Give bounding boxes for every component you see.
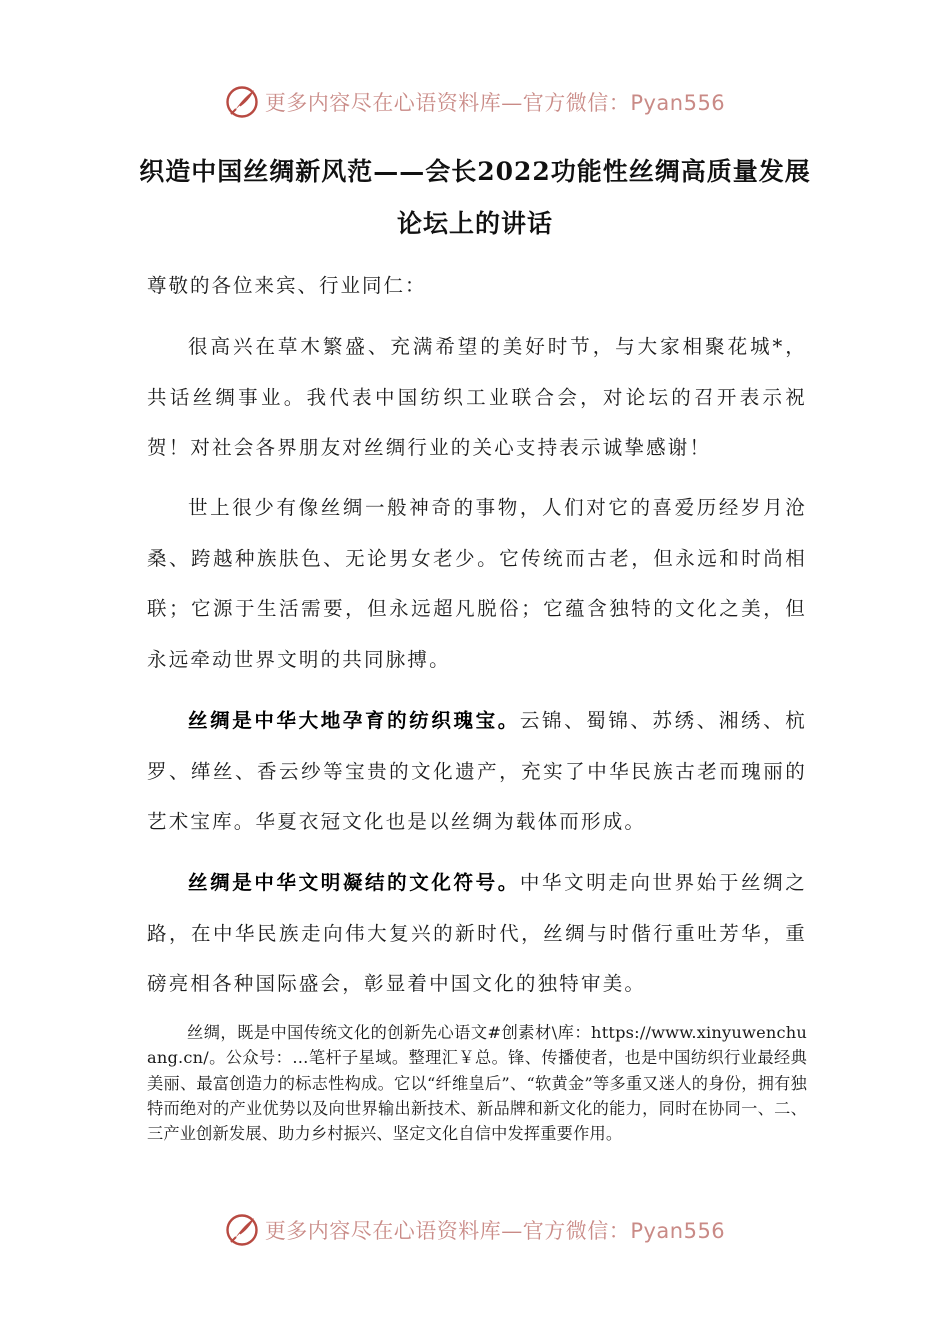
- paragraph-text: 云锦、蜀锦、苏绣、湘绣、杭罗、缂丝、香云纱等宝贵的文化遗产，充实了中华民族古老而瑰丽的艺术宝库。华夏衣冠文化也是以丝绸为载体而形成。: [147, 709, 807, 833]
- paragraph-lead-bold: 丝绸是中华大地孕育的纺织瑰宝。: [188, 709, 520, 732]
- page-title-line-1: 织造中国丝绸新风范——会长2022功能性丝绸高质量发展: [139, 157, 811, 186]
- footer-banner: [0, 1208, 950, 1252]
- banner-wechat-id: Pyan556: [630, 91, 726, 115]
- paragraph-text: 中华文明走向世界始于丝绸之路，在中华民族走向伟大复兴的新时代，丝绸与时偕行重吐芳华，重磅亮相各种国际盛会，彰显着中国文化的独特审美。: [147, 871, 807, 995]
- banner-promo-text: 更多内容尽在心语资料库—官方微信：: [264, 1219, 631, 1243]
- banner-text: [265, 1215, 725, 1245]
- paragraph-text: 世上很少有像丝绸一般神奇的事物，人们对它的喜爱历经岁月沧桑、跨越种族肤色、无论男女老少。它传统而古老，但永远和时尚相联；它源于生活需要，但永远超凡脱俗；它蕴含独特的文化之美，但永远牵动世界文明的共同脉搏。: [147, 496, 807, 671]
- body-paragraph: [147, 322, 807, 474]
- quill-pen-logo-icon: [225, 1213, 259, 1247]
- page-title-line-2: 论坛上的讲话: [396, 209, 553, 238]
- quill-pen-logo-icon: [225, 85, 259, 119]
- banner-content: [225, 85, 725, 119]
- body-paragraph: [147, 483, 807, 685]
- banner-content: [225, 1213, 725, 1247]
- paragraph-lead-bold: 丝绸是中华文明凝结的文化符号。: [188, 871, 520, 894]
- banner-text: [265, 87, 725, 117]
- banner-promo-text: 更多内容尽在心语资料库—官方微信：: [264, 91, 631, 115]
- header-banner: [0, 80, 950, 124]
- small-body-paragraph: 丝绸，既是中国传统文化的创新先心语文#创素材\库：https://www.xinyuwenchuang.cn/。公众号：…笔杆子星域。整理汇￥总。锋、传播使者，也是中国纺织行业最经典美丽、最富创造力的标志性构成。它以“纤维皇后”、“软黄金”等多重又迷人的身份，拥有独特而绝对的产业优势以及向世界输出新技术、新品牌和新文化的能力，同时在协同一、二、三产业创新发展、助力乡村振兴、坚定文化自信中发挥重要作用。: [147, 1023, 807, 1144]
- salutation: 尊敬的各位来宾、行业同仁：: [147, 274, 427, 297]
- body-paragraph: [147, 696, 807, 848]
- body-paragraph: [147, 858, 807, 1010]
- paragraph-text: 很高兴在草木繁盛、充满希望的美好时节，与大家相聚花城*，共话丝绸事业。我代表中国纺织工业联合会，对论坛的召开表示祝贺！对社会各界朋友对丝绸行业的关心支持表示诚挚感谢！: [147, 335, 807, 459]
- banner-wechat-id: Pyan556: [630, 1219, 726, 1243]
